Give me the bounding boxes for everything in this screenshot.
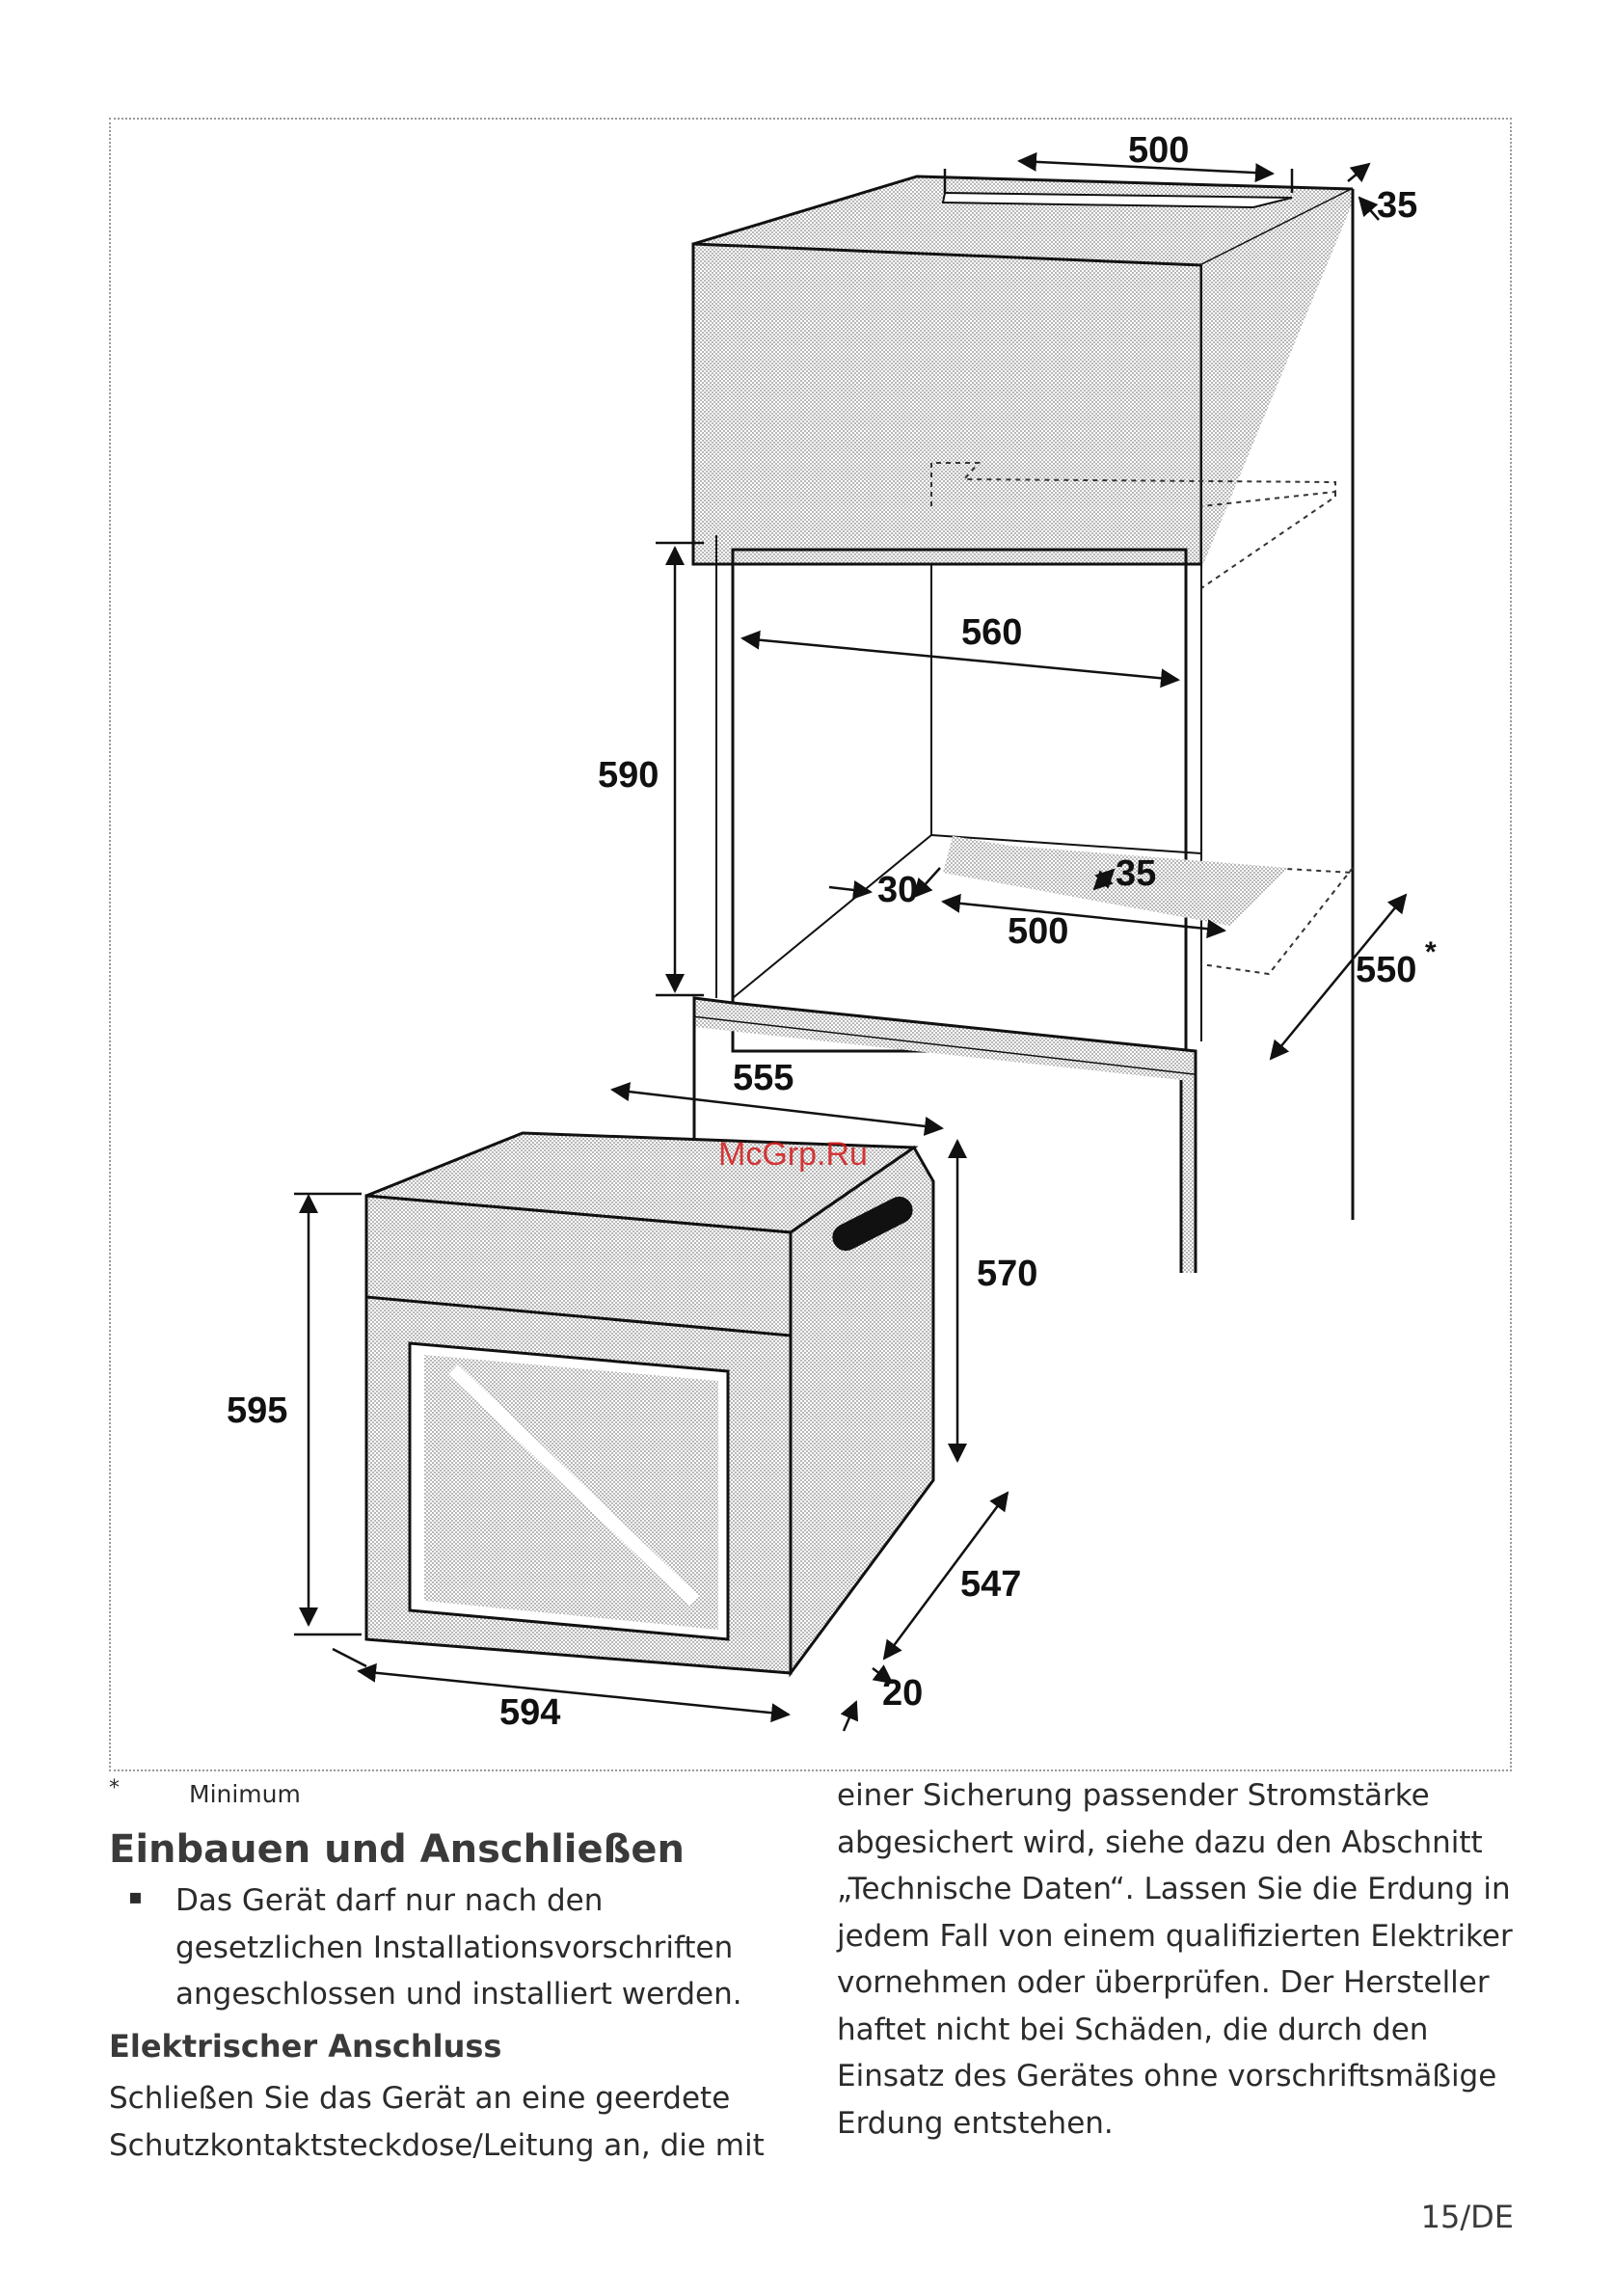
- left-paragraph: [109, 2075, 803, 2169]
- bullet-line: gesetzlichen Installationsvorschriften: [175, 1930, 734, 1965]
- paragraph-line: vornehmen oder überprüfen. Der Hersteller: [837, 1965, 1490, 2000]
- dim-oven-height-body: 570: [977, 1254, 1038, 1294]
- paragraph-line: einer Sicherung passender Stromstärke: [837, 1778, 1430, 1813]
- dim-oven-depth: 547: [960, 1564, 1022, 1605]
- paragraph-line: Einsatz des Gerätes ohne vorschriftsmäßige: [837, 2059, 1497, 2093]
- right-paragraph: [837, 1772, 1531, 2147]
- dim-niche-top-depth: 35: [1377, 185, 1418, 226]
- cabinet-niche: [693, 176, 1353, 1273]
- dim-oven-height-front: 595: [227, 1391, 288, 1431]
- dim-niche-depth: 550: [1356, 950, 1417, 990]
- dim-niche-top-width: 500: [1128, 130, 1190, 171]
- dim-oven-width-top: 555: [733, 1058, 794, 1098]
- paragraph-line: abgesichert wird, siehe dazu den Abschnitt: [837, 1824, 1483, 1860]
- paragraph-line: jedem Fall von einem qualifizierten Elektriker: [837, 1918, 1513, 1954]
- footnote-text: Minimum: [189, 1780, 301, 1808]
- paragraph-line: haftet nicht bei Schäden, die durch den: [837, 2012, 1429, 2047]
- page-number: 15/DE: [1420, 2199, 1514, 2235]
- paragraph-line: Schließen Sie das Gerät an eine geerdete: [109, 2081, 731, 2116]
- watermark: McGrp.Ru: [718, 1136, 868, 1173]
- paragraph-line: Erdung entstehen.: [837, 2105, 1114, 2141]
- oven: [366, 1133, 933, 1673]
- bullet-line: Das Gerät darf nur nach den: [175, 1883, 604, 1918]
- dim-niche-width: 560: [961, 612, 1023, 653]
- subheading: Elektrischer Anschluss: [109, 2028, 502, 2065]
- dim-niche-floor-width: 500: [1008, 911, 1069, 952]
- dim-niche-floor-depth: 35: [1116, 853, 1157, 894]
- dim-oven-front-depth: 20: [882, 1673, 924, 1714]
- cabinet-top-front: [693, 244, 1201, 564]
- paragraph-line: „Technische Daten“. Lassen Sie die Erdung in: [837, 1872, 1511, 1906]
- dim-niche-floor-offset: 30: [877, 870, 919, 910]
- dim-niche-height: 590: [598, 755, 659, 796]
- dim-niche-depth-mark: *: [1425, 936, 1437, 968]
- section-heading: Einbauen und Anschließen: [109, 1827, 686, 1872]
- footnote-mark: *: [109, 1776, 120, 1800]
- bullet-text: [175, 1877, 773, 2018]
- bullet-line: angeschlossen und installiert werden.: [175, 1977, 742, 2012]
- bullet-mark: ▪: [128, 1885, 143, 1909]
- paragraph-line: Schutzkontaktsteckdose/Leitung an, die mit: [109, 2127, 765, 2163]
- dim-oven-width-front: 594: [499, 1692, 561, 1733]
